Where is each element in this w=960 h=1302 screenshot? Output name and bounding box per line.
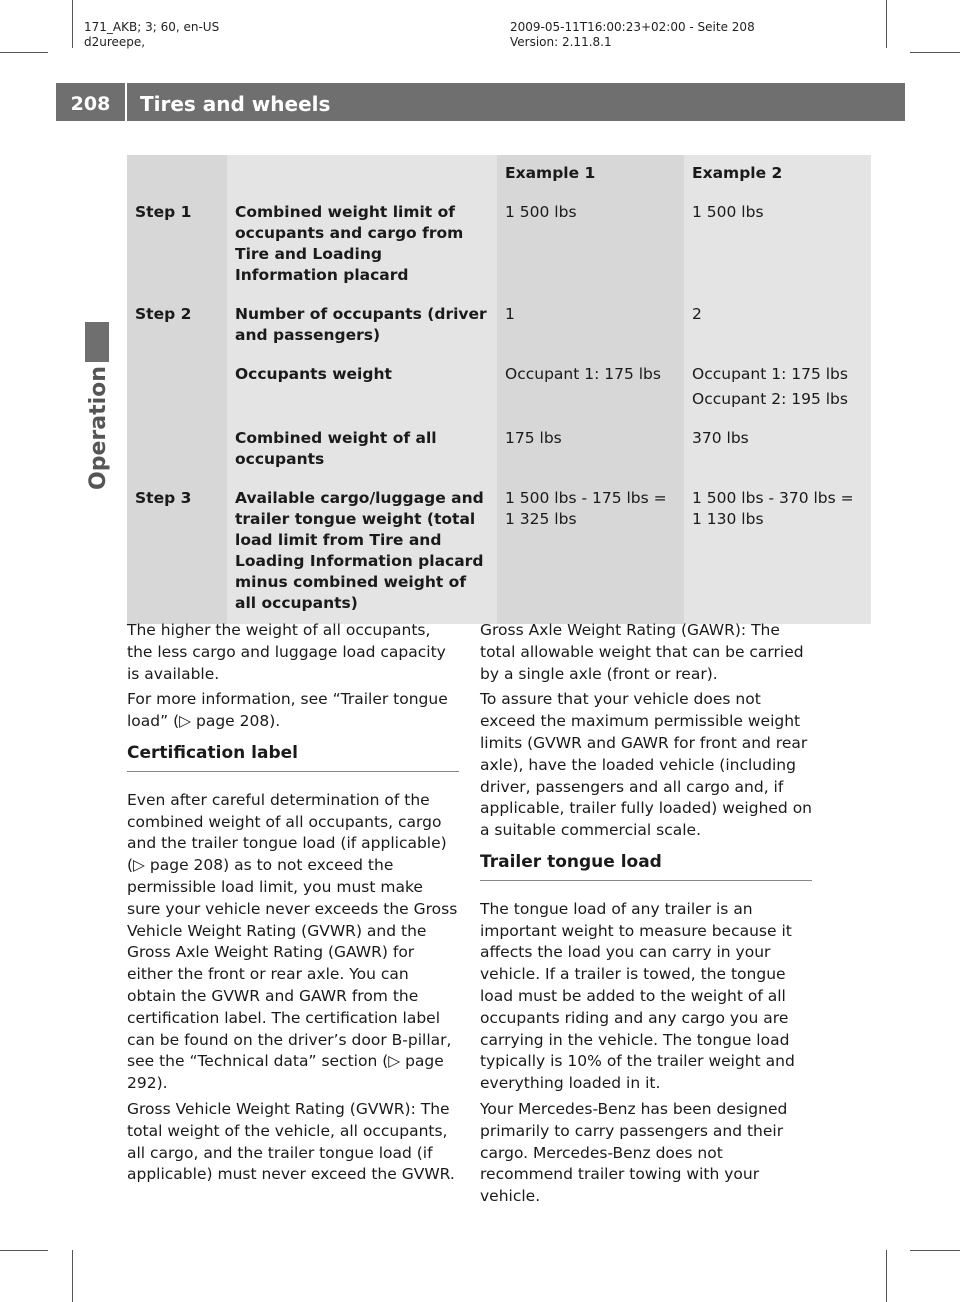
side-tab-marker [85, 322, 109, 362]
step-label: Step 2 [127, 296, 227, 480]
body-paragraph: To assure that your vehicle does not exceed the maximum permissible weight limits (GVWR and GAWR for front and rear axle), have the loaded vehicle (including driver, passengers and all cargo and, if applicable, trailer fully loaded) weighed on a suitable commercial scale. [480, 690, 813, 840]
body-paragraph: The tongue load of any trailer is an important weight to measure because it affects the load you can carry in your vehicle. If a trailer is towed, the tongue load must be added to the weight of all occupants riding and any cargo you are carrying in the vehicle. The tongue load typically is 10% of the trailer weight and everything loaded in it. [480, 899, 795, 1093]
crop-mark [886, 1250, 887, 1302]
table-header-cell [227, 155, 497, 194]
print-meta-right [510, 20, 755, 50]
example-1-value: Occupant 1: 175 lbs [497, 356, 684, 420]
occupant-1-weight: Occupant 1: 175 lbs [692, 365, 848, 383]
load-calculation-table [127, 155, 871, 624]
step-label: Step 3 [127, 480, 227, 624]
table-row [127, 296, 871, 356]
print-meta-left [84, 20, 219, 50]
table-header-row [127, 155, 871, 194]
meta-text: 2009-05-11T16:00:23+02:00 - Seite 208 [510, 20, 755, 34]
table-header-cell: Example 2 [684, 155, 871, 194]
step-label: Step 1 [127, 194, 227, 296]
body-paragraph: The higher the weight of all occupants, the less cargo and luggage load capacity is available. [127, 621, 446, 683]
table-header-cell [127, 155, 227, 194]
heading-certification-label: Certification label [127, 743, 459, 772]
meta-text: d2ureepe, [84, 35, 146, 49]
example-1-value: 175 lbs [497, 420, 684, 480]
table-row [127, 480, 871, 624]
example-2-value [684, 356, 871, 420]
page-number: 208 [56, 83, 125, 121]
crop-mark [910, 52, 960, 53]
step-description: Number of occupants (driver and passengers) [227, 296, 497, 356]
body-paragraph: Gross Vehicle Weight Rating (GVWR): The total weight of the vehicle, all occupants, all cargo, and the trailer tongue load (if applicable) must never exceed the GVWR. [127, 1099, 455, 1184]
meta-text: 171_AKB; 3; 60, en-US [84, 20, 220, 34]
occupant-2-weight: Occupant 2: 195 lbs [692, 390, 848, 408]
crop-mark [72, 0, 73, 48]
crop-mark [910, 1250, 960, 1251]
example-2-value: 2 [684, 296, 871, 356]
heading-trailer-tongue-load: Trailer tongue load [480, 852, 812, 881]
step-description: Occupants weight [227, 356, 497, 420]
step-description: Combined weight of all occupants [227, 420, 497, 480]
left-column [127, 620, 459, 1190]
crop-mark [72, 1250, 73, 1302]
table-row [127, 194, 871, 296]
table-row [127, 420, 871, 480]
table-header-cell: Example 1 [497, 155, 684, 194]
example-1-value: 1 500 lbs [497, 194, 684, 296]
example-2-value: 1 500 lbs [684, 194, 871, 296]
step-description: Available cargo/luggage and trailer tongue weight (total load limit from Tire and Loading Information placard minus combined weight of all occupants) [227, 480, 497, 624]
table-row [127, 356, 871, 420]
example-1-value: 1 [497, 296, 684, 356]
crop-mark [886, 0, 887, 48]
crop-mark [0, 52, 48, 53]
crop-mark [0, 1250, 48, 1251]
body-paragraph: Gross Axle Weight Rating (GAWR): The total allowable weight that can be carried by a single axle (front or rear). [480, 621, 804, 683]
body-paragraph: Even after careful determination of the combined weight of all occupants, cargo and the trailer tongue load (if applicable) (▷ page 208) as to not exceed the permissible load limit, you must make sure your vehicle never exceeds the Gross Vehicle Weight Rating (GVWR) and the Gross Axle Weight Rating (GAWR) for either the front or rear axle. You can obtain the GVWR and GAWR from the certification label. The certification label can be found on the driver’s door B-pillar, see the “Technical data” section (▷ page 292). [127, 790, 458, 1093]
step-description: Combined weight limit of occupants and cargo from Tire and Loading Information placard [227, 194, 497, 296]
header-divider [125, 83, 127, 121]
meta-text: Version: 2.11.8.1 [510, 35, 612, 49]
example-2-value: 1 500 lbs - 370 lbs = 1 130 lbs [684, 480, 871, 624]
example-2-value: 370 lbs [684, 420, 871, 480]
body-paragraph: Your Mercedes-Benz has been designed primarily to carry passengers and their cargo. Mercedes-Benz does not recommend trailer towing with your vehicle. [480, 1099, 788, 1206]
body-paragraph: For more information, see “Trailer tongue load” (▷ page 208). [127, 690, 448, 731]
example-1-value: 1 500 lbs - 175 lbs = 1 325 lbs [497, 480, 684, 624]
right-column [480, 620, 812, 1212]
section-title: Tires and wheels [140, 92, 331, 116]
